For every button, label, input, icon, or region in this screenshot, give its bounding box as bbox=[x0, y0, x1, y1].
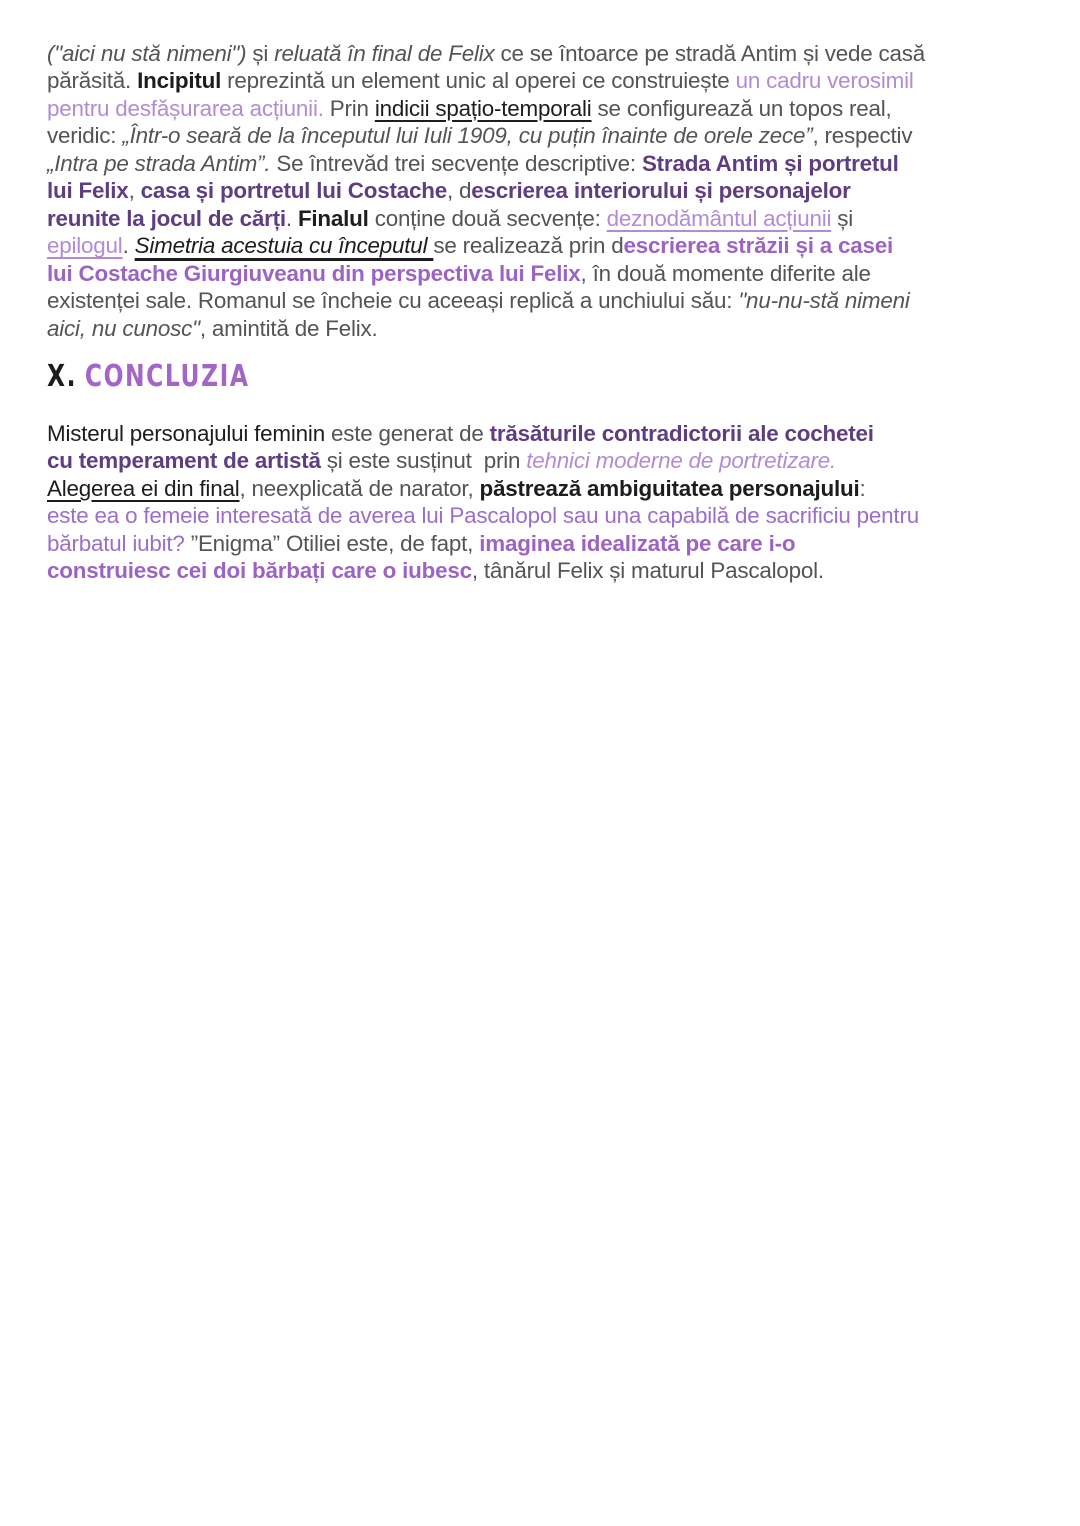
text-run: „Într-o seară de la începutul lui Iuli 1909, cu puțin înainte de orele zece” bbox=[122, 123, 813, 149]
text-run: este generat de bbox=[324, 420, 490, 446]
text-run: un cadru verosimil bbox=[735, 68, 914, 94]
text-run: lui Costache Giurgiuveanu din perspectiva lui Felix bbox=[47, 260, 581, 286]
document-page bbox=[0, 0, 1080, 585]
text-run: escrierea străzii și a casei bbox=[623, 233, 894, 259]
text-run: reluată în final de Felix bbox=[274, 41, 495, 66]
text-run: "nu-nu-stă nimeni bbox=[738, 288, 910, 314]
text-run: indicii spațio-temporali bbox=[374, 95, 592, 121]
text-run: veridic: bbox=[47, 123, 123, 149]
section-heading-concluzia bbox=[47, 360, 1055, 394]
text-run: , neexplicată de narator, bbox=[239, 475, 480, 501]
heading-number: X. bbox=[47, 358, 78, 394]
text-run: , tânărul Felix și maturul Pascalopol. bbox=[471, 558, 824, 584]
text-run: conține două secvențe: bbox=[368, 205, 607, 231]
text-run: bărbatul iubit? bbox=[47, 530, 191, 556]
text-run: Simetria acestuia cu începutul bbox=[134, 233, 434, 259]
text-run: . bbox=[122, 233, 135, 259]
text-run: tehnici moderne de portretizare. bbox=[526, 448, 837, 474]
text-run: imaginea idealizată pe care i-o bbox=[479, 530, 796, 556]
text-run: Se întrevăd trei secvențe descriptive: bbox=[270, 150, 642, 176]
text-run: ”Enigma” Otiliei este, de fapt, bbox=[190, 530, 480, 556]
text-run: lui Felix bbox=[47, 178, 129, 204]
text-run: ("aici nu stă nimeni") bbox=[47, 41, 247, 66]
text-run: : bbox=[859, 475, 866, 501]
text-run: deznodământul acțiunii bbox=[606, 205, 832, 231]
text-run: , amintită de Felix. bbox=[199, 315, 378, 341]
text-run: , respectiv bbox=[812, 123, 913, 149]
paragraph-conclusion bbox=[47, 420, 1055, 585]
text-run: reprezintă un element unic al operei ce construiește bbox=[221, 68, 736, 94]
text-run: reunite la jocul de cărți bbox=[47, 205, 286, 231]
heading-title: CONCLUZIA bbox=[84, 358, 250, 394]
text-run: . bbox=[285, 205, 298, 231]
text-run: construiesc cei doi bărbați care o iubesc bbox=[47, 558, 472, 584]
text-run: părăsită. bbox=[47, 68, 138, 94]
text-run: Finalul bbox=[297, 205, 369, 231]
text-run: , d bbox=[446, 178, 472, 204]
text-run: Alegerea ei din final bbox=[47, 475, 240, 501]
text-run: se realizează prin d bbox=[433, 233, 624, 259]
paragraph-final-structure bbox=[47, 40, 1055, 342]
text-run: escrierea interiorului și personajelor bbox=[471, 178, 851, 204]
text-run: și bbox=[246, 41, 275, 66]
text-run: Misterul personajului feminin bbox=[47, 420, 325, 446]
text-run: trăsăturile contradictorii ale cochetei bbox=[489, 420, 874, 446]
text-run: existenței sale. Romanul se încheie cu aceeași replică a unchiului său: bbox=[47, 288, 739, 314]
text-run: este ea o femeie interesată de averea lui Pascalopol sau una capabilă de sacrificiu pentru bbox=[47, 503, 919, 529]
text-run: epilogul bbox=[47, 233, 123, 259]
text-run: , în două momente diferite ale bbox=[580, 260, 871, 286]
text-run: cu temperament de artistă bbox=[47, 448, 321, 474]
text-run: , bbox=[128, 178, 141, 204]
text-run: Incipitul bbox=[137, 68, 222, 94]
text-run: „Intra pe strada Antim”. bbox=[47, 150, 271, 176]
text-run: păstrează ambiguitatea personajului bbox=[479, 475, 860, 501]
section-heading-text bbox=[47, 360, 250, 394]
text-run: casa și portretul lui Costache bbox=[140, 178, 447, 204]
text-run: Strada Antim și portretul bbox=[641, 150, 899, 176]
text-run: se configurează un topos real, bbox=[591, 95, 892, 121]
text-run: și bbox=[831, 205, 854, 231]
text-run: și este susținut prin bbox=[320, 448, 527, 474]
text-run: ce se întoarce pe stradă Antim și vede casă bbox=[494, 41, 926, 66]
text-run: Prin bbox=[323, 95, 375, 121]
text-run: pentru desfășurarea acțiunii. bbox=[47, 95, 324, 121]
text-run: aici, nu cunosc" bbox=[47, 315, 200, 341]
